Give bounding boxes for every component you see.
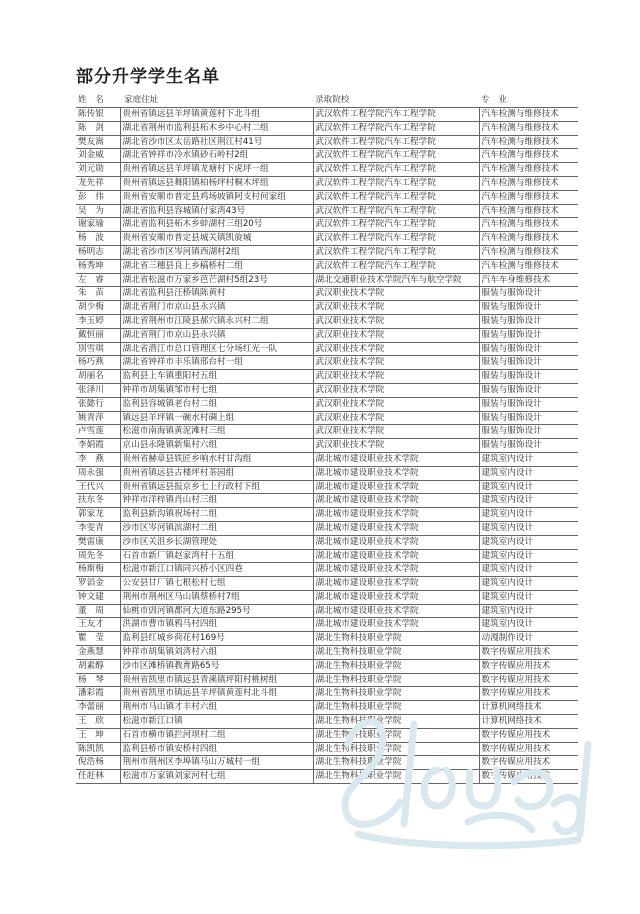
home-address: 湖北省三穗县良上乡稿桥村二组 (120, 259, 313, 273)
student-name: 杨巧燕 (76, 356, 120, 370)
home-address: 湖北省沙市区岑河镇西湖村2组 (120, 245, 313, 259)
home-address: 贵州省镇远县舞阳镇柏杨坪村桐木坪组 (120, 176, 313, 190)
major: 汽车检测与维修技术 (479, 190, 578, 204)
admitted-school: 湖北城市建设职业技术学院 (313, 563, 479, 577)
student-name: 樊雷康 (76, 535, 120, 549)
major: 建筑室内设计 (479, 590, 578, 604)
admitted-school: 武汉软件工程学院汽车工程学院 (313, 163, 479, 177)
major: 建筑室内设计 (479, 466, 578, 480)
major: 汽车车身维修技术 (479, 273, 578, 287)
table-row (76, 259, 578, 273)
table-row (76, 701, 578, 715)
table-row (76, 108, 578, 122)
table-row (76, 439, 578, 453)
home-address: 沙市区滩桥镇教育路65号 (120, 659, 313, 673)
table-row (76, 618, 578, 632)
major: 数字传媒应用技术 (479, 756, 578, 770)
home-address: 湖北省沙市区太岳路社区荆江村41号 (120, 135, 313, 149)
table-row (76, 480, 578, 494)
major: 数字传媒应用技术 (479, 659, 578, 673)
table-row (76, 163, 578, 177)
home-address: 湖北省监利县柘木乡蚌湖村三组20号 (120, 218, 313, 232)
student-name: 別雪琪 (76, 342, 120, 356)
major: 汽车检测与维修技术 (479, 176, 578, 190)
home-address: 监利县桥市镇安桥村四组 (120, 742, 313, 756)
student-name: 杨 波 (76, 232, 120, 246)
table-body (76, 108, 578, 784)
student-name: 李 燕 (76, 452, 120, 466)
table-row (76, 452, 578, 466)
table-row (76, 273, 578, 287)
table-row (76, 508, 578, 522)
major: 数字传媒应用技术 (479, 742, 578, 756)
table-row (76, 535, 578, 549)
table-row (76, 301, 578, 315)
header-major: 专 业 (479, 94, 578, 108)
major: 建筑室内设计 (479, 604, 578, 618)
major: 服装与服饰设计 (479, 301, 578, 315)
student-name: 杨秀坤 (76, 259, 120, 273)
student-name: 钟文建 (76, 590, 120, 604)
table-row (76, 314, 578, 328)
student-name: 张泽川 (76, 383, 120, 397)
table-row (76, 756, 578, 770)
table-row (76, 397, 578, 411)
student-name: 董 周 (76, 604, 120, 618)
student-name: 周先冬 (76, 549, 120, 563)
header-name: 姓 名 (76, 94, 120, 108)
admitted-school: 湖北生物科技职业学院 (313, 659, 479, 673)
table-row (76, 521, 578, 535)
home-address: 松滋市南海镇黄泥滩村三组 (120, 425, 313, 439)
student-name: 刘金威 (76, 149, 120, 163)
major: 汽车检测与维修技术 (479, 232, 578, 246)
admitted-school: 武汉职业技术学院 (313, 287, 479, 301)
home-address: 沙市区岑河镇滨湖村二组 (120, 521, 313, 535)
admitted-school: 湖北生物科技职业学院 (313, 701, 479, 715)
major: 建筑室内设计 (479, 549, 578, 563)
major: 计算机网络技术 (479, 715, 578, 729)
admitted-school: 湖北生物科技职业学院 (313, 742, 479, 756)
student-name: 王 欣 (76, 715, 120, 729)
major: 服装与服饰设计 (479, 328, 578, 342)
home-address: 湖北省荆门市京山县永兴镇 (120, 328, 313, 342)
major: 建筑室内设计 (479, 494, 578, 508)
home-address: 松滋市万家镇刘家河村七组 (120, 770, 313, 784)
major: 服装与服饰设计 (479, 342, 578, 356)
student-name: 樊友嵩 (76, 135, 120, 149)
student-name: 罗滔金 (76, 577, 120, 591)
admitted-school: 湖北交通职业技术学院汽车与航空学院 (313, 273, 479, 287)
home-address: 洪湖市曹市镇鸦马村四组 (120, 618, 313, 632)
student-name: 陈 剑 (76, 121, 120, 135)
admitted-school: 湖北生物科技职业学院 (313, 770, 479, 784)
table-row (76, 190, 578, 204)
home-address: 仙桃市剅河镇都河大道东路295号 (120, 604, 313, 618)
major: 服装与服饰设计 (479, 439, 578, 453)
major: 汽车检测与维修技术 (479, 245, 578, 259)
major: 服装与服饰设计 (479, 314, 578, 328)
student-name: 倪浩杨 (76, 756, 120, 770)
admitted-school: 湖北城市建设职业技术学院 (313, 508, 479, 522)
major: 服装与服饰设计 (479, 397, 578, 411)
home-address: 湖北省监利县容城镇付家湾43号 (120, 204, 313, 218)
student-name: 杨明志 (76, 245, 120, 259)
major: 数字传媒应用技术 (479, 673, 578, 687)
table-row (76, 342, 578, 356)
admitted-school: 湖北生物科技职业学院 (313, 728, 479, 742)
home-address: 贵州省赫章县铁匠乡响水村甘沟组 (120, 452, 313, 466)
admitted-school: 湖北城市建设职业技术学院 (313, 521, 479, 535)
admitted-school: 武汉职业技术学院 (313, 370, 479, 384)
admitted-school: 湖北城市建设职业技术学院 (313, 618, 479, 632)
table-row (76, 646, 578, 660)
major: 服装与服饰设计 (479, 411, 578, 425)
table-row (76, 204, 578, 218)
home-address: 贵州省镇远县羊坪镇黄莲村下北斗组 (120, 108, 313, 122)
home-address: 湖北省潜江市总口管理区七分场红光一队 (120, 342, 313, 356)
major: 建筑室内设计 (479, 480, 578, 494)
student-name: 郭家龙 (76, 508, 120, 522)
table-row (76, 356, 578, 370)
table-row (76, 121, 578, 135)
student-name: 陈传银 (76, 108, 120, 122)
table-row (76, 370, 578, 384)
admitted-school: 武汉职业技术学院 (313, 425, 479, 439)
major: 建筑室内设计 (479, 452, 578, 466)
student-name: 朱 苗 (76, 287, 120, 301)
student-name: 卢雪莲 (76, 425, 120, 439)
student-name: 左 睿 (76, 273, 120, 287)
student-name: 瞿 莹 (76, 632, 120, 646)
admitted-school: 武汉软件工程学院汽车工程学院 (313, 108, 479, 122)
home-address: 钟祥市洋梓镇肖山村三组 (120, 494, 313, 508)
major: 计算机网络技术 (479, 701, 578, 715)
student-name: 杨斯梅 (76, 563, 120, 577)
home-address: 湖北省钟祥市丰乐镇邢台村一组 (120, 356, 313, 370)
admitted-school: 武汉软件工程学院汽车工程学院 (313, 245, 479, 259)
student-name: 陈凯凯 (76, 742, 120, 756)
home-address: 贵州省镇远县古楼坪村茶园组 (120, 466, 313, 480)
table-row (76, 770, 578, 784)
student-name: 王友才 (76, 618, 120, 632)
table-row (76, 466, 578, 480)
student-name: 杨 琴 (76, 673, 120, 687)
admitted-school: 湖北生物科技职业学院 (313, 673, 479, 687)
home-address: 贵州省安顺市普定县鸡场坡镇阿支村何家组 (120, 190, 313, 204)
admitted-school: 湖北城市建设职业技术学院 (313, 466, 479, 480)
admitted-school: 湖北城市建设职业技术学院 (313, 480, 479, 494)
admitted-school: 武汉软件工程学院汽车工程学院 (313, 135, 479, 149)
major: 汽车检测与维修技术 (479, 135, 578, 149)
major: 数字传媒应用技术 (479, 728, 578, 742)
home-address: 监利县上车镇重阳村五组 (120, 370, 313, 384)
admitted-school: 湖北城市建设职业技术学院 (313, 549, 479, 563)
home-address: 石首市新厂镇赵家湾村十五组 (120, 549, 313, 563)
admitted-school: 武汉职业技术学院 (313, 411, 479, 425)
home-address: 湖北省监利县汪桥镇陈黄村 (120, 287, 313, 301)
admitted-school: 湖北城市建设职业技术学院 (313, 494, 479, 508)
admitted-school: 武汉软件工程学院汽车工程学院 (313, 218, 479, 232)
home-address: 钟祥市胡集镇邹市村七组 (120, 383, 313, 397)
home-address: 贵州省凯里市镇远县羊坪镇黄莲村北斗组 (120, 687, 313, 701)
student-name: 王代兴 (76, 480, 120, 494)
admitted-school: 湖北城市建设职业技术学院 (313, 604, 479, 618)
table-row (76, 287, 578, 301)
table-row (76, 687, 578, 701)
home-address: 贵州省镇远县报京乡七上行政村下组 (120, 480, 313, 494)
student-name: 李娟霞 (76, 439, 120, 453)
major: 动漫制作设计 (479, 632, 578, 646)
student-name: 龙先祥 (76, 176, 120, 190)
admitted-school: 湖北生物科技职业学院 (313, 632, 479, 646)
student-name: 彭 伟 (76, 190, 120, 204)
student-name: 潘彩霞 (76, 687, 120, 701)
admitted-school: 湖北生物科技职业学院 (313, 715, 479, 729)
student-name: 周永强 (76, 466, 120, 480)
student-name: 李雯青 (76, 521, 120, 535)
home-address: 沙市区关沮乡长湖管理处 (120, 535, 313, 549)
major: 建筑室内设计 (479, 563, 578, 577)
student-name: 李蕾丽 (76, 701, 120, 715)
home-address: 监利县容城镇老台村二组 (120, 397, 313, 411)
student-name: 胡素醇 (76, 659, 120, 673)
student-name: 金燕慧 (76, 646, 120, 660)
major: 建筑室内设计 (479, 535, 578, 549)
table-row (76, 590, 578, 604)
home-address: 公安县甘厂镇七根松村七组 (120, 577, 313, 591)
home-address: 贵州省镇远县羊坪镇龙塘村下虎坪一组 (120, 163, 313, 177)
home-address: 镇远县羊坪镇一碗水村碉上组 (120, 411, 313, 425)
admitted-school: 湖北城市建设职业技术学院 (313, 590, 479, 604)
home-address: 贵州省凯里市镇远县青溪镇坪阳村桃树组 (120, 673, 313, 687)
table-row (76, 135, 578, 149)
header-address: 家庭住址 (120, 94, 313, 108)
table-row (76, 328, 578, 342)
home-address: 监利县红城乡荷花村169号 (120, 632, 313, 646)
table-row (76, 425, 578, 439)
home-address: 京山县永隆镇新集村六组 (120, 439, 313, 453)
home-address: 松滋市新江口镇同兴桥小区四巷 (120, 563, 313, 577)
major: 建筑室内设计 (479, 521, 578, 535)
table-row (76, 577, 578, 591)
home-address: 贵州省安顺市普定县城关镇凯旋城 (120, 232, 313, 246)
student-name: 谢家瑜 (76, 218, 120, 232)
major: 建筑室内设计 (479, 618, 578, 632)
student-name: 刘元勋 (76, 163, 120, 177)
table-row (76, 245, 578, 259)
major: 服装与服饰设计 (479, 287, 578, 301)
table-row (76, 411, 578, 425)
major: 服装与服饰设计 (479, 425, 578, 439)
table-row (76, 218, 578, 232)
major: 汽车检测与维修技术 (479, 108, 578, 122)
table-row (76, 673, 578, 687)
major: 数字传媒应用技术 (479, 646, 578, 660)
home-address: 监利县新沟镇祝场村二组 (120, 508, 313, 522)
admitted-school: 武汉软件工程学院汽车工程学院 (313, 176, 479, 190)
major: 建筑室内设计 (479, 508, 578, 522)
home-address: 荆州市荆州区马山镇蔡桥村7组 (120, 590, 313, 604)
student-name: 张懿行 (76, 397, 120, 411)
home-address: 松滋市新江口镇 (120, 715, 313, 729)
admitted-school: 湖北城市建设职业技术学院 (313, 577, 479, 591)
admitted-school: 湖北生物科技职业学院 (313, 646, 479, 660)
student-name: 胡丽名 (76, 370, 120, 384)
admitted-school: 武汉软件工程学院汽车工程学院 (313, 121, 479, 135)
admitted-school: 武汉职业技术学院 (313, 328, 479, 342)
student-name: 吴 为 (76, 204, 120, 218)
admitted-school: 武汉职业技术学院 (313, 314, 479, 328)
admitted-school: 湖北城市建设职业技术学院 (313, 452, 479, 466)
student-name: 姚青萍 (76, 411, 120, 425)
table-row (76, 176, 578, 190)
major: 数字传媒应用技术 (479, 687, 578, 701)
admitted-school: 武汉软件工程学院汽车工程学院 (313, 259, 479, 273)
table-row (76, 632, 578, 646)
student-name: 胡少梅 (76, 301, 120, 315)
major: 汽车检测与维修技术 (479, 218, 578, 232)
table-row (76, 659, 578, 673)
major: 服装与服饰设计 (479, 356, 578, 370)
home-address: 湖北省钟祥市冷水镇砂石岭村2组 (120, 149, 313, 163)
home-address: 湖北省荆州市江陵县郝穴镇永兴村二组 (120, 314, 313, 328)
student-roster-table (76, 94, 578, 784)
table-header-row (76, 94, 578, 108)
student-name: 戴恒丽 (76, 328, 120, 342)
major: 汽车检测与维修技术 (479, 204, 578, 218)
admitted-school: 武汉职业技术学院 (313, 439, 479, 453)
major: 汽车检测与维修技术 (479, 149, 578, 163)
major: 服装与服饰设计 (479, 383, 578, 397)
table-row (76, 149, 578, 163)
home-address: 湖北省荆州市监利县柘木乡中心村二组 (120, 121, 313, 135)
table-row (76, 549, 578, 563)
student-name: 王 坤 (76, 728, 120, 742)
home-address: 钟祥市胡集镇刘湾村六组 (120, 646, 313, 660)
header-school: 录取院校 (313, 94, 479, 108)
student-name: 李玉婷 (76, 314, 120, 328)
admitted-school: 武汉职业技术学院 (313, 383, 479, 397)
home-address: 石首市横市镇拦河坝村二组 (120, 728, 313, 742)
major: 汽车检测与维修技术 (479, 121, 578, 135)
admitted-school: 武汉软件工程学院汽车工程学院 (313, 204, 479, 218)
table-row (76, 232, 578, 246)
table-row (76, 383, 578, 397)
admitted-school: 湖北生物科技职业学院 (313, 756, 479, 770)
table-row (76, 715, 578, 729)
admitted-school: 武汉软件工程学院汽车工程学院 (313, 190, 479, 204)
admitted-school: 武汉职业技术学院 (313, 356, 479, 370)
admitted-school: 湖北生物科技职业学院 (313, 687, 479, 701)
admitted-school: 武汉职业技术学院 (313, 342, 479, 356)
admitted-school: 武汉软件工程学院汽车工程学院 (313, 232, 479, 246)
table-row (76, 604, 578, 618)
major: 建筑室内设计 (479, 577, 578, 591)
home-address: 湖北省荆门市京山县永兴镇 (120, 301, 313, 315)
admitted-school: 武汉职业技术学院 (313, 397, 479, 411)
home-address: 荆州市马山镇才丰村六组 (120, 701, 313, 715)
page-title: 部分升学学生名单 (76, 67, 220, 87)
admitted-school: 武汉软件工程学院汽车工程学院 (313, 149, 479, 163)
table-row (76, 494, 578, 508)
table-row (76, 742, 578, 756)
major: 服装与服饰设计 (479, 370, 578, 384)
table-row (76, 563, 578, 577)
major: 汽车检测与维修技术 (479, 163, 578, 177)
home-address: 荆州市荆州区李埠镇马山万城村一组 (120, 756, 313, 770)
major: 汽车检测与维修技术 (479, 259, 578, 273)
student-name: 任赶林 (76, 770, 120, 784)
major: 数字传媒应用技术 (479, 770, 578, 784)
student-name: 扶东冬 (76, 494, 120, 508)
home-address: 湖北省松滋市万家乡芭芒湖村5组23号 (120, 273, 313, 287)
table-row (76, 728, 578, 742)
admitted-school: 湖北城市建设职业技术学院 (313, 535, 479, 549)
admitted-school: 武汉职业技术学院 (313, 301, 479, 315)
